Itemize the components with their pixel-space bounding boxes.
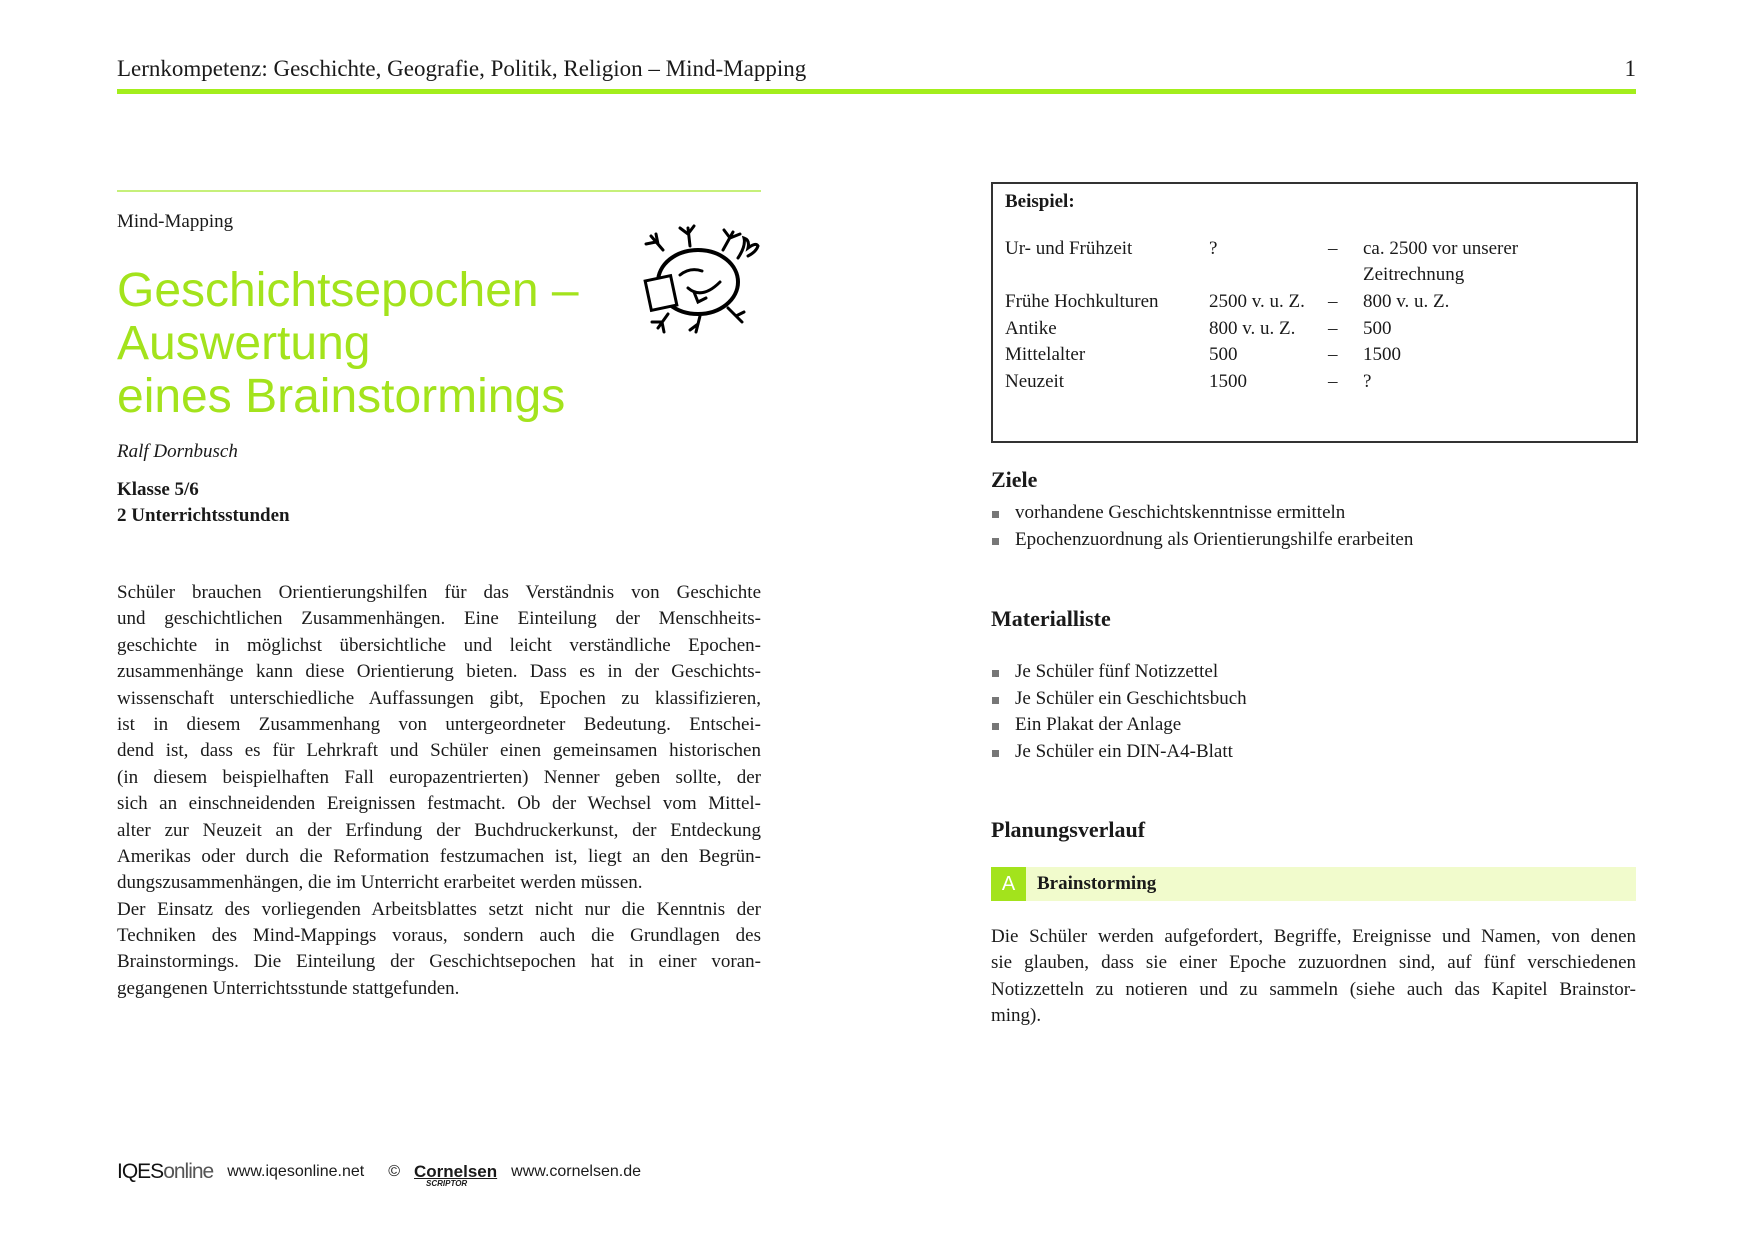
logo-text: Cornelsen bbox=[414, 1162, 498, 1181]
goals-heading: Ziele bbox=[991, 467, 1038, 492]
list-item bbox=[991, 714, 1247, 741]
brainstorm-mascot-illustration bbox=[628, 220, 768, 335]
header-rule bbox=[117, 89, 1636, 94]
text-line: sich an einschneidenden Ereignissen festmacht. Ob der Wechsel vom Mittel- bbox=[117, 793, 761, 815]
bullet-icon bbox=[992, 697, 999, 704]
copyright-icon: © bbox=[388, 1163, 401, 1180]
item-text: Je Schüler ein Geschichtsbuch bbox=[1015, 687, 1247, 709]
example-cell-to: 800 v. u. Z. bbox=[1363, 291, 1450, 312]
step-bar bbox=[991, 867, 1636, 901]
text-line: Notizzetteln zu notieren und zu sammeln (siehe auch das Kapitel Brainstor- bbox=[991, 978, 1636, 1000]
example-cell-from: 800 v. u. Z. bbox=[1209, 318, 1296, 339]
section-rule bbox=[117, 190, 761, 192]
title-line: eines Brainstormings bbox=[117, 370, 566, 423]
example-cell-epoch: Neuzeit bbox=[1005, 371, 1065, 392]
text-line: gegangenen Unterrichtsstunde stattgefunden. bbox=[117, 977, 460, 999]
iqes-link[interactable]: www.iqesonline.net bbox=[227, 1163, 365, 1180]
cornelsen-link[interactable]: www.cornelsen.de bbox=[511, 1163, 641, 1180]
item-text: Je Schüler fünf Notizzettel bbox=[1015, 661, 1219, 682]
text-line: Techniken des Mind-Mappings voraus, sondern auch die Grundlagen des bbox=[117, 925, 761, 947]
bullet-icon bbox=[992, 670, 999, 677]
title-line: Auswertung bbox=[117, 317, 371, 370]
example-cell-dash: – bbox=[1328, 238, 1338, 259]
intro-paragraph bbox=[117, 580, 761, 1002]
text-line: Schüler brauchen Orientierungshilfen für das Verständnis von Geschichte bbox=[117, 582, 761, 603]
item-text: Epochenzuordnung als Orientierungshilfe erarbeiten bbox=[1015, 528, 1414, 550]
list-item bbox=[991, 741, 1247, 768]
list-item bbox=[991, 661, 1247, 688]
bullet-icon bbox=[992, 750, 999, 757]
example-cell-to: ca. 2500 vor unserer bbox=[1363, 238, 1519, 259]
iqes-logo bbox=[117, 1160, 213, 1184]
grade: Klasse 5/6 bbox=[117, 479, 199, 500]
logo-subtext: SCRIPTOR bbox=[426, 1179, 468, 1188]
text-line: Brainstormings. Die Einteilung der Geschichtsepochen hat in einer voran- bbox=[117, 951, 761, 973]
duration: 2 Unterrichtsstunden bbox=[117, 505, 290, 526]
example-cell-to: 1500 bbox=[1363, 344, 1401, 365]
goals-list bbox=[991, 502, 1413, 555]
example-heading: Beispiel: bbox=[1005, 191, 1075, 212]
example-cell-from: 1500 bbox=[1209, 371, 1247, 392]
list-item bbox=[991, 502, 1413, 529]
example-cell-epoch: Ur- und Frühzeit bbox=[1005, 238, 1133, 259]
page-title bbox=[117, 264, 579, 423]
text-line: (in diesem beispielhaften Fall europazentrierten) Nenner geben sollte, der bbox=[117, 766, 761, 788]
text-line: ming). bbox=[991, 1005, 1042, 1027]
step-letter-badge: A bbox=[991, 867, 1026, 901]
example-cell-dash: – bbox=[1328, 318, 1338, 339]
example-cell-dash: – bbox=[1328, 344, 1338, 365]
logo-text: IQES bbox=[117, 1160, 164, 1183]
example-cell-dash: – bbox=[1328, 371, 1338, 392]
item-text: Ein Plakat der Anlage bbox=[1015, 714, 1182, 735]
bullet-icon bbox=[992, 538, 999, 545]
item-text: Je Schüler ein DIN-A4-Blatt bbox=[1015, 740, 1233, 762]
planning-paragraph bbox=[991, 924, 1636, 1030]
example-cell-from: ? bbox=[1209, 238, 1218, 259]
planning-heading: Planungsverlauf bbox=[991, 817, 1146, 842]
example-cell-from: 2500 v. u. Z. bbox=[1209, 291, 1305, 312]
title-line: Geschichtsepochen – bbox=[117, 264, 579, 317]
example-cell-to: 500 bbox=[1363, 318, 1392, 339]
bullet-icon bbox=[992, 511, 999, 518]
materials-list bbox=[991, 661, 1247, 767]
example-cell-epoch: Frühe Hochkulturen bbox=[1005, 291, 1159, 312]
text-line: Die Schüler werden aufgefordert, Begriffe, Ereignisse und Namen, von denen bbox=[991, 926, 1636, 947]
logo-text: online bbox=[163, 1160, 214, 1183]
text-line: zusammenhänge kann diese Orientierung bieten. Dass es in der Geschichts- bbox=[117, 661, 761, 683]
step-label: Brainstorming bbox=[1037, 873, 1157, 894]
author: Ralf Dornbusch bbox=[117, 441, 238, 462]
example-cell-to-cont: Zeitrechnung bbox=[1363, 264, 1465, 285]
materials-heading: Materialliste bbox=[991, 606, 1111, 631]
bullet-icon bbox=[992, 723, 999, 730]
text-line: Der Einsatz des vorliegenden Arbeitsblattes setzt nicht nur die Kenntnis der bbox=[117, 898, 761, 920]
example-box bbox=[991, 182, 1638, 443]
example-cell-to: ? bbox=[1363, 371, 1372, 392]
text-line: Amerikas oder durch die Reformation festzumachen ist, liegt an den Begrün- bbox=[117, 845, 761, 867]
item-text: vorhandene Geschichtskenntnisse ermitteln bbox=[1015, 502, 1346, 523]
footer bbox=[117, 1160, 641, 1188]
example-cell-epoch: Mittelalter bbox=[1005, 344, 1086, 365]
example-cell-epoch: Antike bbox=[1005, 318, 1057, 339]
text-line: sie glauben, dass sie einer Epoche zuzuordnen sind, auf fünf verschiedenen bbox=[991, 952, 1636, 974]
text-line: ist in diesem Zusammenhang von untergeordneter Bedeutung. Entschei- bbox=[117, 713, 761, 735]
text-line: dungszusammenhängen, die im Unterricht erarbeitet werden müssen. bbox=[117, 872, 643, 894]
list-item bbox=[991, 529, 1413, 556]
text-line: alter zur Neuzeit an der Erfindung der Buchdruckerkunst, der Entdeckung bbox=[117, 819, 761, 841]
page-number: 1 bbox=[1624, 56, 1636, 81]
example-cell-from: 500 bbox=[1209, 344, 1238, 365]
text-line: und geschichtlichen Zusammenhängen. Eine Einteilung der Menschheits- bbox=[117, 608, 761, 630]
text-line: geschichte in möglichst übersichtliche und leicht verständliche Epochen- bbox=[117, 634, 761, 656]
cornelsen-logo bbox=[414, 1162, 498, 1188]
lesson-meta bbox=[117, 477, 290, 529]
example-cell-dash: – bbox=[1328, 291, 1338, 312]
kicker: Mind-Mapping bbox=[117, 211, 234, 232]
text-line: dend ist, dass es für Lehrkraft und Schüler einen gemeinsamen historischen bbox=[117, 740, 761, 762]
running-header-title: Lernkompetenz: Geschichte, Geografie, Politik, Religion – Mind-Mapping bbox=[117, 56, 807, 81]
text-line: wissenschaft unterschiedliche Auffassungen gibt, Epochen zu klassifizieren, bbox=[117, 687, 761, 709]
list-item bbox=[991, 688, 1247, 715]
